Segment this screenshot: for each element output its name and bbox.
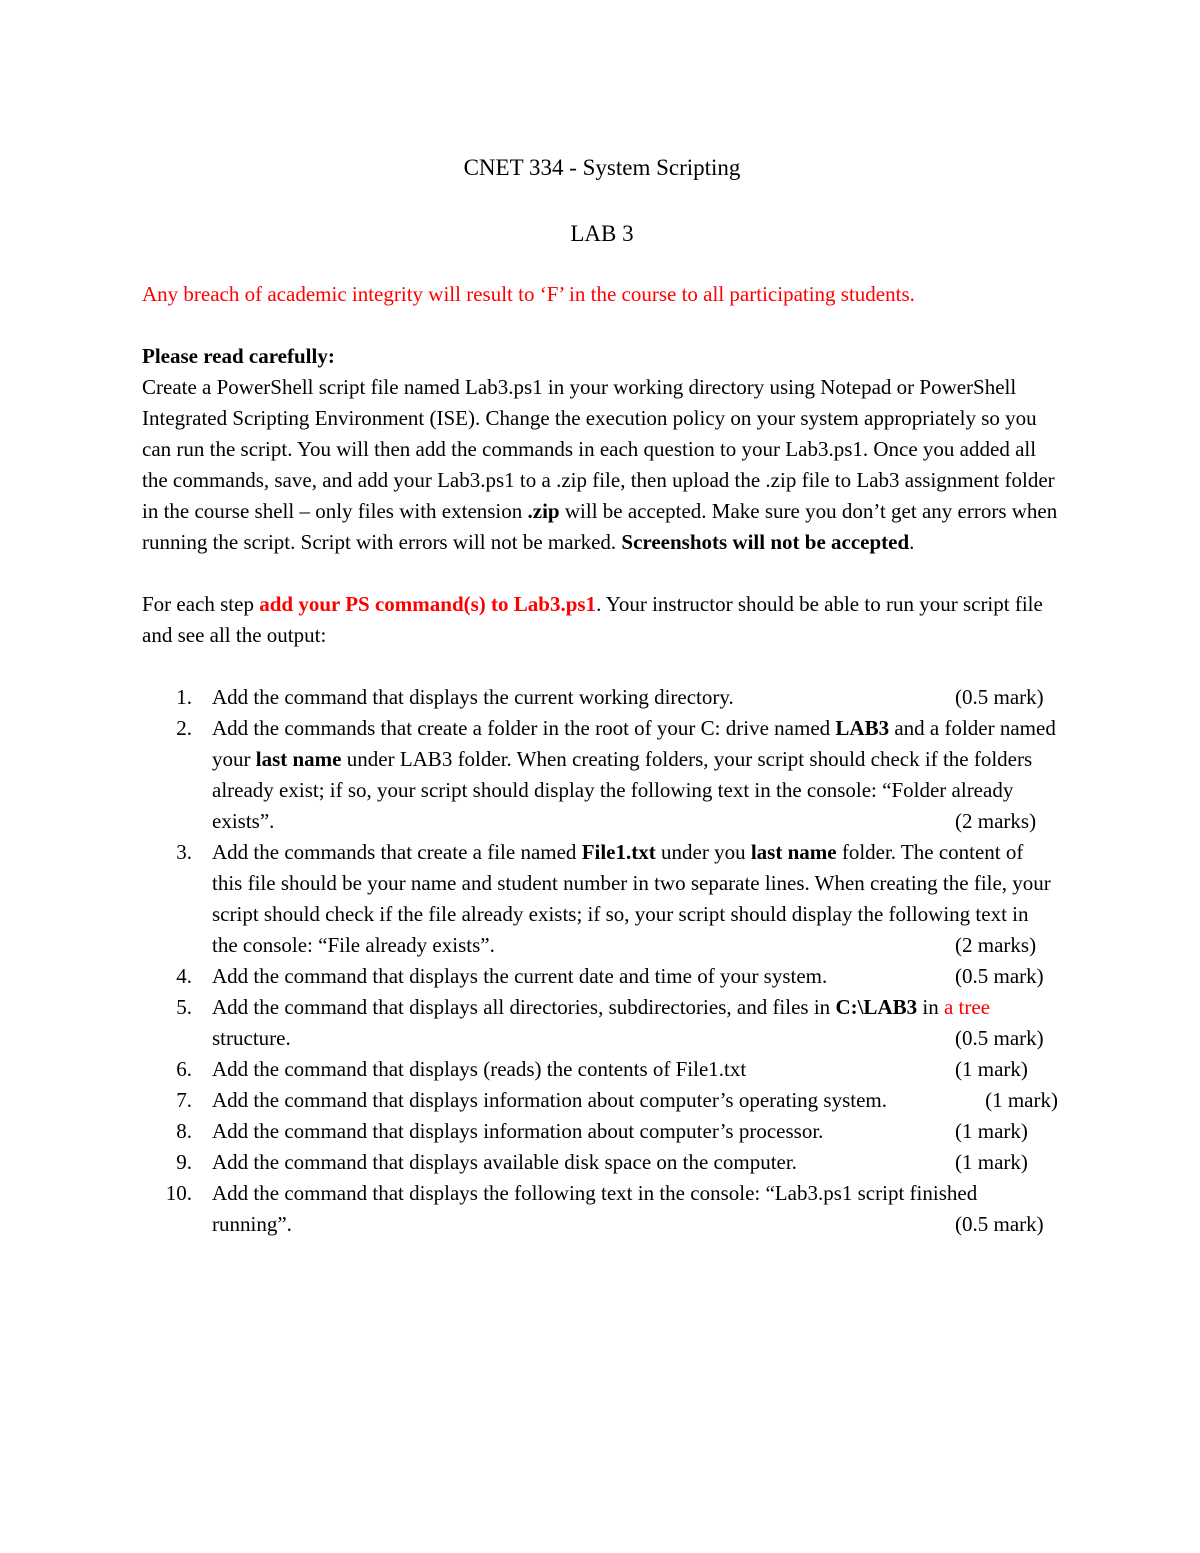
step-number: 9. (176, 1150, 192, 1174)
step-number: 3. (176, 840, 192, 864)
list-item (142, 713, 1058, 837)
step-number: 8. (176, 1119, 192, 1143)
step-text: Add the command that displays the current date and time of your system. (212, 964, 828, 988)
step-number: 10. (165, 1181, 192, 1205)
step-mark: (0.5 mark) (955, 964, 1044, 988)
integrity-warning: Any breach of academic integrity will result to ‘F’ in the course to all participating students. (142, 282, 915, 306)
step-text: Add the command that displays the current working directory. (212, 685, 734, 709)
step-mark: (2 marks) (955, 809, 1037, 833)
zip-extension: .zip (527, 499, 560, 523)
list-item (142, 837, 1058, 961)
screenshots-note: Screenshots will not be accepted (621, 530, 910, 554)
step-text: Add the command that displays all directories, subdirectories, and files in C:\LAB3 in a tree structure. (212, 995, 991, 1050)
step-number: 1. (176, 685, 192, 709)
step-text: Add the command that displays available disk space on the computer. (212, 1150, 797, 1174)
step-mark: (0.5 mark) (955, 685, 1044, 709)
list-item (142, 682, 1058, 713)
step-text: Add the command that displays information about computer’s operating system. (212, 1088, 887, 1112)
list-item (142, 1178, 1058, 1240)
list-item (142, 961, 1058, 992)
step-text: Add the commands that create a file named File1.txt under you last name folder. The content of this file should be your name and student number in two separate lines. When creating the file, your script should check if the file already exists; if so, your script should display the following text in the console: “File already exists”. (212, 840, 1051, 957)
intro-section (142, 341, 1062, 558)
step-number: 2. (176, 716, 192, 740)
step-mark: (0.5 mark) (955, 1212, 1044, 1236)
step-text: Add the commands that create a folder in the root of your C: drive named LAB3 and a folder named your last name under LAB3 folder. When creating folders, your script should check if the folders already exist; if so, your script should display the following text in the console: “Folder already exists”. (212, 716, 1056, 833)
step-mark: (2 marks) (955, 933, 1037, 957)
intro-paragraph: Create a PowerShell script file named Lab3.ps1 in your working directory using Notepad or PowerShell Integrated Scripting Environment (ISE). Change the execution policy on your system appropriately so you can run the script. You will then add the commands in each question to your Lab3.ps1. Once you added all the commands, save, and add your Lab3.ps1 to a .zip file, then upload the .zip file to Lab3 assignment folder in the course shell – only files with extension .zip will be accepted. Make sure you don’t get any errors when running the script. Script with errors will not be marked. Screenshots will not be accepted. (142, 375, 1058, 554)
list-item (142, 992, 1058, 1054)
step-mark: (1 mark) (955, 1057, 1028, 1081)
course-title: CNET 334 - System Scripting (463, 155, 741, 180)
step-mark: (0.5 mark) (955, 1026, 1044, 1050)
list-item (142, 1085, 1058, 1116)
list-item (142, 1054, 1058, 1085)
instructions-highlight: add your PS command(s) to Lab3.ps1 (259, 592, 597, 616)
intro-heading: Please read carefully: (142, 344, 335, 368)
step-number: 7. (176, 1088, 192, 1112)
lab-title: LAB 3 (570, 221, 634, 246)
step-text: Add the command that displays the following text in the console: “Lab3.ps1 script finished running”. (212, 1181, 978, 1236)
step-mark: (1 mark) (955, 1150, 1028, 1174)
step-mark: (1 mark) (955, 1119, 1028, 1143)
step-mark: (1 mark) (985, 1088, 1058, 1112)
step-number: 5. (176, 995, 192, 1019)
step-text: Add the command that displays (reads) the contents of File1.txt (212, 1057, 747, 1081)
list-item (142, 1147, 1058, 1178)
step-number: 6. (176, 1057, 192, 1081)
step-text: Add the command that displays information about computer’s processor. (212, 1119, 824, 1143)
steps-list (142, 682, 1062, 1240)
instructions-paragraph: For each step add your PS command(s) to Lab3.ps1. Your instructor should be able to run your script file and see all the output: (142, 592, 1043, 647)
document-page (142, 150, 1062, 1240)
list-item (142, 1116, 1058, 1147)
step-number: 4. (176, 964, 192, 988)
